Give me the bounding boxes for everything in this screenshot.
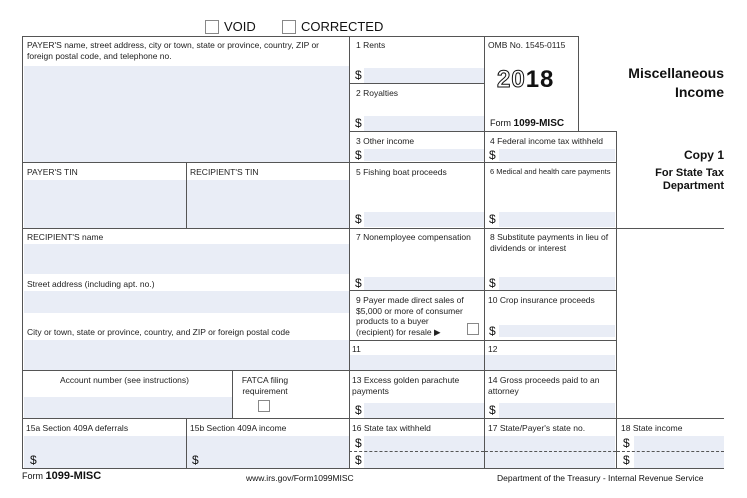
city-label: City or town, state or province, country, and ZIP or foreign postal code [27, 327, 290, 337]
rule-bottom [22, 468, 724, 469]
rule-b1-bottom [349, 83, 484, 84]
b17-fill[interactable] [485, 436, 615, 468]
rule-b13-bottom [22, 418, 724, 419]
account-label: Account number (see instructions) [60, 375, 189, 385]
rule-tin-split [186, 162, 187, 228]
rule-b1-right [484, 36, 485, 468]
b5-dollar: $ [355, 212, 362, 226]
b8-fill[interactable] [499, 277, 615, 290]
b18-label: 18 State income [621, 423, 683, 433]
copy-label: Copy 1 [683, 148, 724, 162]
b11-label: 11 [352, 344, 361, 354]
b13-fill[interactable] [364, 403, 484, 418]
footer-form-name: 1099-MISC [45, 470, 102, 482]
rule-city-bottom [22, 370, 616, 371]
b14-dollar: $ [489, 403, 496, 417]
recipient-tin-fill[interactable] [187, 180, 349, 228]
fatca-checkbox[interactable] [258, 400, 270, 412]
fatca-label: FATCA filing requirement [241, 375, 289, 396]
b10-label: 10 Crop insurance proceeds [488, 295, 595, 305]
form-prefix: Form [490, 118, 511, 128]
b2-dollar: $ [355, 116, 362, 130]
rule-payer-bottom [22, 162, 616, 163]
void-checkbox[interactable] [205, 20, 219, 34]
void-label: VOID [224, 19, 256, 34]
b12-fill[interactable] [485, 355, 615, 370]
account-fill[interactable] [24, 397, 232, 419]
b15a-fill[interactable] [24, 436, 186, 468]
copy-sub-line1: For State Tax [655, 167, 724, 179]
payer-tin-fill[interactable] [24, 180, 186, 228]
b15b-label: 15b Section 409A income [190, 423, 287, 433]
b5-label: 5 Fishing boat proceeds [356, 167, 447, 177]
b8-label: 8 Substitute payments in lieu of dividends or interest [490, 232, 609, 253]
b18-dollar-2: $ [623, 453, 630, 467]
b7-fill[interactable] [364, 277, 484, 290]
tax-year-century: 20 [497, 66, 526, 93]
b3-dollar: $ [355, 148, 362, 162]
tax-year-decade: 18 [525, 66, 555, 93]
corrected-label: CORRECTED [301, 19, 384, 34]
form-id [490, 118, 564, 129]
b6-label: 6 Medical and health care payments [490, 167, 611, 176]
omb-label: OMB No. 1545-0115 [488, 40, 566, 50]
b9-label: 9 Payer made direct sales of $5,000 or more of consumer products to a buyer (recipient) for resale ▶ [356, 295, 464, 337]
b14-label: 14 Gross proceeds paid to an attorney [488, 375, 600, 396]
b1-fill[interactable] [364, 68, 484, 83]
b2-label: 2 Royalties [356, 88, 399, 98]
dash-b17 [485, 451, 616, 452]
b4-fill[interactable] [499, 149, 615, 161]
b15a-dollar: $ [30, 453, 37, 467]
footer-url[interactable]: www.irs.gov/Form1099MISC [246, 473, 354, 483]
rule-top [22, 36, 578, 37]
b13-label: 13 Excess golden parachute payments [352, 375, 460, 396]
tax-year [497, 66, 554, 94]
b11-fill[interactable] [350, 355, 484, 370]
recipient-name-label: RECIPIENT'S name [27, 232, 104, 242]
rule-b4-right [616, 131, 617, 468]
rule-tin-bottom [22, 228, 724, 229]
b13-dollar: $ [355, 403, 362, 417]
b16-label: 16 State tax withheld [352, 423, 431, 433]
b12-label: 12 [488, 344, 498, 354]
payer-tin-label: PAYER'S TIN [27, 167, 78, 177]
copy-sub-line2: Department [662, 180, 724, 192]
b6-fill[interactable] [499, 212, 615, 227]
b7-label: 7 Nonemployee compensation [356, 232, 471, 242]
b17-label: 17 State/Payer's state no. [488, 423, 586, 433]
b14-fill[interactable] [499, 403, 615, 418]
rule-b9-bottom [349, 340, 616, 341]
corrected-checkbox[interactable] [282, 20, 296, 34]
b3-fill[interactable] [364, 149, 484, 161]
dash-b16 [349, 451, 484, 452]
rule-left [22, 36, 23, 468]
b5-fill[interactable] [364, 212, 484, 227]
rule-b7-bottom [349, 290, 616, 291]
b16-fill[interactable] [364, 436, 484, 468]
dash-b18 [617, 451, 724, 452]
b1-dollar: $ [355, 68, 362, 82]
b10-fill[interactable] [499, 325, 615, 337]
form-name: 1099-MISC [513, 118, 565, 129]
b15a-label: 15a Section 409A deferrals [26, 423, 129, 433]
rule-b2-bottom [349, 131, 616, 132]
form-title-line1: Miscellaneous [628, 65, 724, 81]
b2-fill[interactable] [364, 116, 484, 131]
recipient-name-fill[interactable] [24, 244, 349, 274]
b1-label: 1 Rents [356, 40, 386, 50]
footer-form-prefix: Form [22, 471, 43, 481]
street-label: Street address (including apt. no.) [27, 279, 155, 289]
b3-label: 3 Other income [356, 136, 415, 146]
rule-b15-split [186, 418, 187, 468]
b8-dollar: $ [489, 276, 496, 290]
b4-dollar: $ [489, 148, 496, 162]
b6-dollar: $ [489, 212, 496, 226]
rule-mid [349, 36, 350, 468]
recipient-tin-label: RECIPIENT'S TIN [190, 167, 259, 177]
b4-label: 4 Federal income tax withheld [490, 136, 603, 146]
rule-b16-right [484, 418, 485, 468]
rule-omb-right [578, 36, 579, 132]
b10-dollar: $ [489, 324, 496, 338]
b7-dollar: $ [355, 276, 362, 290]
b16-dollar-1: $ [355, 436, 362, 450]
city-fill[interactable] [24, 340, 349, 370]
b16-dollar-2: $ [355, 453, 362, 467]
payer-name-label: PAYER'S name, street address, city or town, state or province, country, ZIP or foreign postal code, and telephone no. [27, 40, 320, 61]
b15b-dollar: $ [192, 453, 199, 467]
form-title-line2: Income [674, 84, 724, 100]
b18-fill[interactable] [634, 436, 724, 468]
footer-department: Department of the Treasury - Internal Revenue Service [497, 473, 704, 483]
footer-form-id [22, 470, 101, 482]
b15b-fill[interactable] [187, 436, 349, 468]
payer-name-fill[interactable] [24, 66, 349, 162]
rule-account-split [232, 370, 233, 418]
b9-checkbox[interactable] [467, 323, 479, 335]
b18-dollar-1: $ [623, 436, 630, 450]
street-fill[interactable] [24, 291, 349, 313]
